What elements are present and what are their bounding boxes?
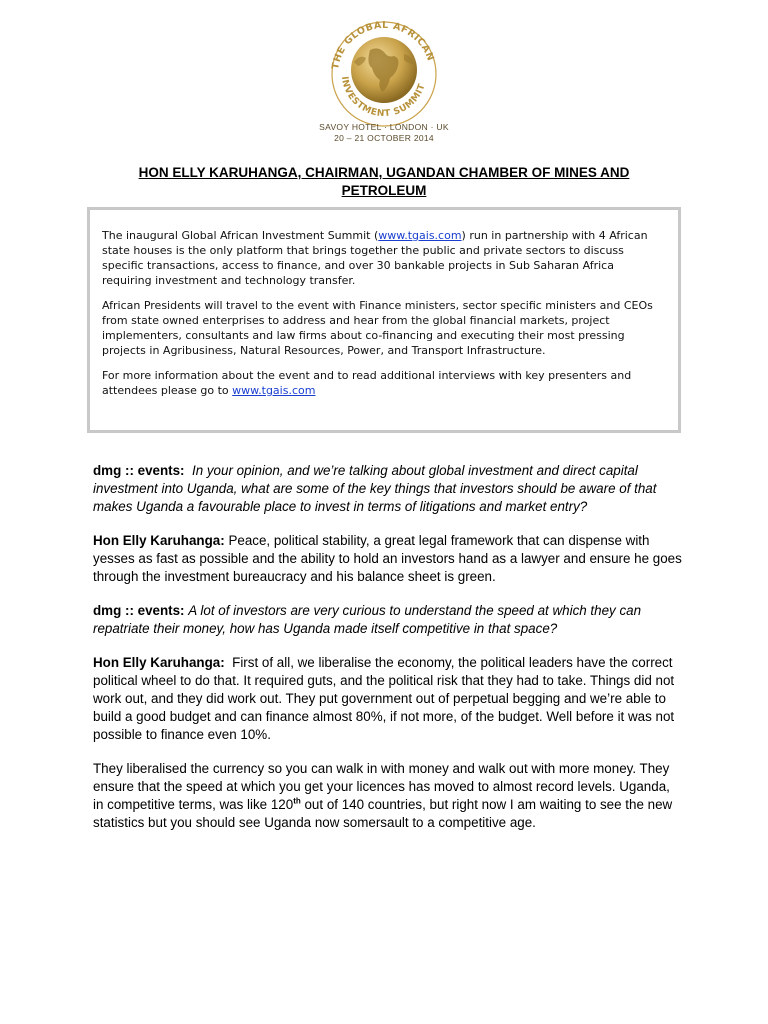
question-1 bbox=[93, 462, 683, 516]
question-text: In your opinion, and we’re talking about global investment and direct capital investment into Uganda, what are some of the key things that investors should be aware of that makes Uganda a favourable place to invest in terms of litigations and market entry? bbox=[93, 463, 657, 514]
interviewee-label: Hon Elly Karuhanga: bbox=[93, 655, 225, 670]
date-line: 20 – 21 OCTOBER 2014 bbox=[334, 133, 434, 143]
answer-1 bbox=[93, 532, 683, 586]
answer-text: Peace, political stability, a great legal framework that can dispense with yesses as fast as possible and the ability to hold an investors hand as a lawyer and ensure he goes through the investment bureaucracy and his balance sheet is green. bbox=[93, 533, 682, 584]
venue-line: SAVOY HOTEL · LONDON · UK bbox=[319, 122, 449, 132]
interviewer-label: dmg :: events: bbox=[93, 463, 185, 478]
ordinal-suffix: th bbox=[293, 796, 301, 806]
logo-ring-text-bottom: INVESTMENT SUMMIT bbox=[339, 75, 428, 120]
logo-ring-text-top: THE GLOBAL AFRICAN bbox=[330, 19, 437, 71]
answer-2 bbox=[93, 654, 683, 744]
question-text: A lot of investors are very curious to understand the speed at which they can repatriate their money, how has Uganda made itself competitive in that space? bbox=[93, 603, 642, 636]
document-title: HON ELLY KARUHANGA, CHAIRMAN, UGANDAN CHAMBER OF MINES AND PETROLEUM bbox=[138, 165, 630, 198]
website-link-2[interactable]: www.tgais.com bbox=[232, 384, 316, 397]
interview-body bbox=[93, 462, 683, 848]
summit-logo bbox=[320, 10, 448, 138]
interviewee-label: Hon Elly Karuhanga: bbox=[93, 533, 225, 548]
website-link[interactable]: www.tgais.com bbox=[378, 229, 462, 242]
info-paragraph-2: African Presidents will travel to the event with Finance ministers, sector specific ministers and CEOs from state owned enterprises to address and hear from the global financial markets, project implementers, consultants and law firms about co-financing and executing their most pressing projects in Agribusiness, Natural Resources, Power, and Transport Infrastructure. bbox=[102, 299, 653, 357]
answer-2-continued: They liberalised the currency so you can walk in with money and walk out with more money. They ensure that the speed at which you get your licences has moved to almost record levels. Uganda, in competitive terms, was like 120th out of 140 countries, but right now I am waiting to see the new statistics but you should see Uganda now somersault to a competitive age. bbox=[93, 761, 673, 830]
question-2 bbox=[93, 602, 683, 638]
interviewer-label: dmg :: events: bbox=[93, 603, 185, 618]
summit-info-box bbox=[87, 207, 681, 433]
info-paragraph-1: The inaugural Global African Investment Summit (www.tgais.com) run in partnership with 4 African state houses is the only platform that brings together the public and private sectors to discuss specific transactions, access to finance, and over 30 bankable projects in Sub Saharan Africa requiring investment and technology transfer. bbox=[102, 229, 648, 287]
info-paragraph-3: For more information about the event and to read additional interviews with key presenters and attendees please go to www.tgais.com bbox=[102, 369, 632, 397]
answer-text: First of all, we liberalise the economy, the political leaders have the correct political wheel to do that. It required guts, and the political risk that they had to take. Things did not work out, and they did work out. They put government out of perpetual begging and we’re able to build a good budget and can finance almost 80%, if not more, of the budget. Well before it was not possible to finance even 10%. bbox=[93, 655, 675, 742]
